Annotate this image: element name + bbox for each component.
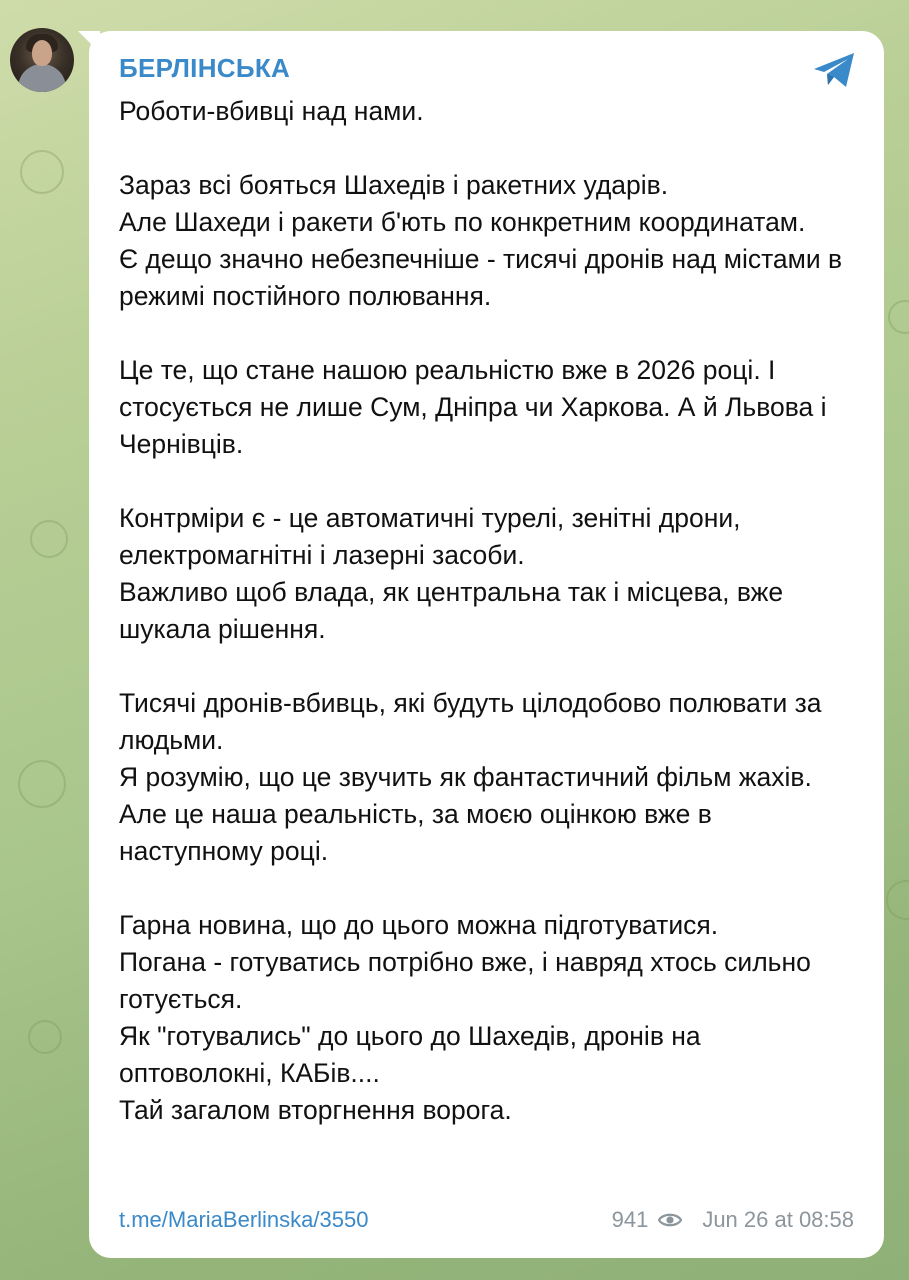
message-text: Роботи-вбивці над нами. Зараз всі бояться Шахедів і ракетних ударів. Але Шахеди і ракети б'ють по конкретним координатам. Є дещо значно небезпечніше - тисячі дронів над містами в режимі постійного полювання. Це те, що стане нашою реальністю вже в 2026 році. І стосується не лише Сум, Дніпра чи Харкова. А й Львова і Чернівців. Контрміри є - це автоматичні турелі, зенітні дрони, електромагнітні і лазерні засоби. Важливо щоб влада, як центральна так і місцева, вже шукала рішення. Тисячі дронів-вбивць, які будуть цілодобово полювати за людьми. Я розумію, що це звучить як фантастичний фільм жахів. Але це наша реальність, за моєю оцінкою вже в наступному році. Гарна новина, що до цього можна підготуватися. Погана - готуватись потрібно вже, і навряд хтось сильно готується. Як "готувались" до цього до Шахедів, дронів на оптоволокні, КАБів.... Тай загалом вторгнення ворога. bbox=[119, 96, 843, 1125]
eye-icon bbox=[658, 1212, 682, 1228]
telegram-paper-plane-icon[interactable] bbox=[812, 51, 858, 91]
message-bubble bbox=[89, 31, 884, 1258]
message-meta bbox=[612, 1207, 854, 1233]
channel-name[interactable]: БЕРЛІНСЬКА bbox=[119, 53, 291, 83]
channel-avatar[interactable] bbox=[10, 28, 74, 92]
background-doodle bbox=[20, 150, 64, 194]
background-doodle bbox=[888, 300, 909, 334]
avatar-face bbox=[32, 40, 52, 66]
background-doodle bbox=[886, 880, 909, 920]
background-doodle bbox=[28, 1020, 62, 1054]
timestamp: Jun 26 at 08:58 bbox=[702, 1207, 854, 1232]
view-count: 941 bbox=[611, 1207, 649, 1232]
avatar-hood bbox=[18, 64, 66, 92]
background-doodle bbox=[18, 760, 66, 808]
post-link[interactable]: t.me/MariaBerlinska/3550 bbox=[119, 1207, 369, 1232]
background-doodle bbox=[30, 520, 68, 558]
